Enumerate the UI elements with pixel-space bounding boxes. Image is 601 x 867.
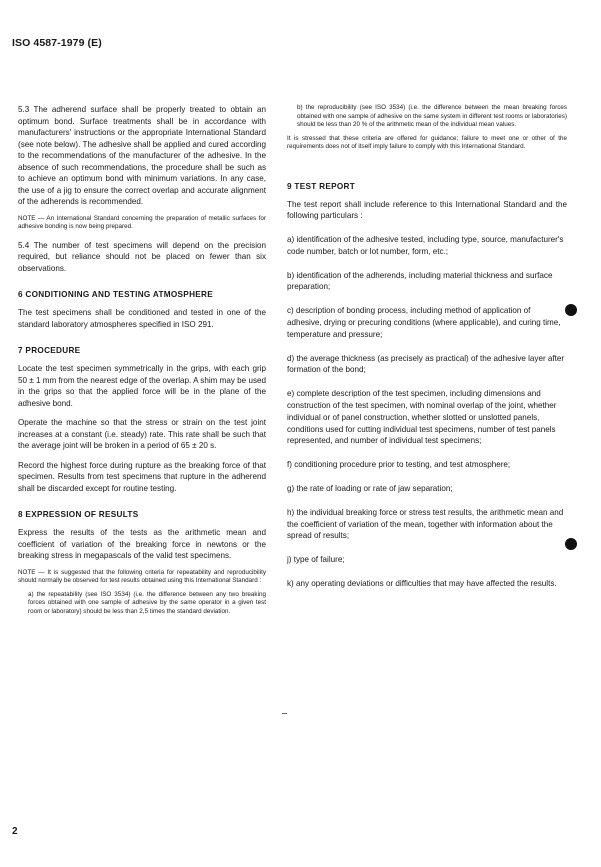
- section-8-heading: 8 EXPRESSION OF RESULTS: [18, 510, 139, 520]
- note-surface-preparation: NOTE — An International Standard concerning the preparation of metallic surfaces for adhesive bonding is now being prepared.: [18, 214, 266, 231]
- binding-hole-mark-lower: [565, 538, 577, 550]
- note-criteria-item-a: a) the repeatability (see ISO 3534) (i.e. the difference between any two breaking forces obtained with one sample of adhesive by the same operator in a given test room or laboratory) should be less than 2,5 times the standard deviation.: [28, 590, 266, 616]
- page-number: 2: [12, 826, 18, 837]
- section-6-heading: 6 CONDITIONING AND TESTING ATMOSPHERE: [18, 290, 214, 300]
- note-criteria: NOTE — It is suggested that the following criteria for repeatability and reproducibility should normally be observed for test results obtained using this International Standard :: [18, 568, 266, 585]
- section-8-text: Express the results of the tests as the arithmetic mean and coefficient of variation of the breaking force in newtons or the breaking stress in megapascals of the valid test specimens.: [18, 528, 266, 561]
- section-9-intro: The test report shall include reference to this International Standard and the following particulars :: [287, 199, 567, 221]
- note-criteria-item-b: b) the reproducibility (see ISO 3534) (i.e. the difference between the mean breaking forces obtained with one sample of adhesive on the same system in different test rooms or laboratories) should be less than 20 % of the arithmetic mean of the individual mean values.: [297, 104, 567, 129]
- section-9-heading: 9 TEST REPORT: [287, 181, 356, 191]
- section-7-heading: 7 PROCEDURE: [18, 346, 81, 356]
- note-criteria-guidance: It is stressed that these criteria are offered for guidance; failure to meet one or other of the requirements does not of itself imply failure to comply with this International Standard.: [287, 134, 567, 151]
- report-item-d: d) the average thickness (as precisely as practical) of the adhesive layer after formation of the bond;: [287, 353, 565, 375]
- right-column: [287, 104, 567, 590]
- report-item-k: k) any operating deviations or difficulties that may have affected the results.: [287, 578, 557, 588]
- report-item-j: j) type of failure;: [287, 555, 345, 565]
- report-item-g: g) the rate of loading or rate of jaw separation;: [287, 483, 453, 493]
- document-id-header: ISO 4587-1979 (E): [12, 37, 102, 49]
- clause-5-4: 5.4 The number of test specimens will depend on the precision required, but reliance should not be placed on fewer than six observations.: [18, 240, 266, 273]
- report-item-e: e) complete description of the test specimen, including dimensions and construction of the test specimen, with nominal overlap of the joint, whether individual or of panel construction, whether slotted or unslotted panels, conditions used for cutting individual test specimens, number of test panels represented, and number of individual test specimens;: [287, 389, 557, 446]
- left-column: [18, 104, 266, 617]
- report-item-c: c) description of bonding process, including method of application of adhesive, drying or precuring conditions (where applicable), and curing time, temperature and pressure;: [287, 306, 561, 339]
- report-item-a: a) identification of the adhesive tested, including type, source, manufacturer's code number, batch or lot number, form, etc.;: [287, 234, 564, 256]
- report-item-b: b) identification of the adherends, including material thickness and surface preparation;: [287, 270, 553, 292]
- margin-dash-mark: [282, 713, 287, 714]
- section-7-paragraph-3: Record the highest force during rupture as the breaking force of that specimen. Results from test specimens that rupture in the adherend shall be discarded except for routine testing.: [18, 460, 266, 493]
- report-item-h: h) the individual breaking force or stress test results, the arithmetic mean and the coefficient of variation of the mean, together with information about the spread of results;: [287, 507, 564, 541]
- section-6-text: The test specimens shall be conditioned and tested in one of the standard laboratory atmospheres specified in ISO 291.: [18, 308, 266, 329]
- report-item-f: f) conditioning procedure prior to testing, and test atmosphere;: [287, 460, 511, 470]
- section-7-paragraph-2: Operate the machine so that the stress or strain on the test joint increases at a constant (i.e. steady) rate. This rate shall be such that the average joint will be broken in a period of 65 ± 20 s.: [18, 418, 266, 451]
- binding-hole-mark-upper: [565, 304, 577, 316]
- clause-5-3: 5.3 The adherend surface shall be properly treated to obtain an optimum bond. Surface treatments shall be in accordance with manufacturers' instructions or the appropriate International Standard (see note below). The adhesive shall be applied and cured according to the recommendations of the manufacturer of the adhesive. In the absence of such recommendations, the procedure shall be such as to achieve an optimum bond with minimum variations. In any case, the use of a jig to ensure the correct overlap and accurate alignment of the adherends is recommended.: [18, 105, 266, 206]
- section-7-paragraph-1: Locate the test specimen symmetrically in the grips, with each grip 50 ± 1 mm from the nearest edge of the overlap. A shim may be used in the grips so that the applied force will be in the plane of the adhesive bond.: [18, 364, 266, 408]
